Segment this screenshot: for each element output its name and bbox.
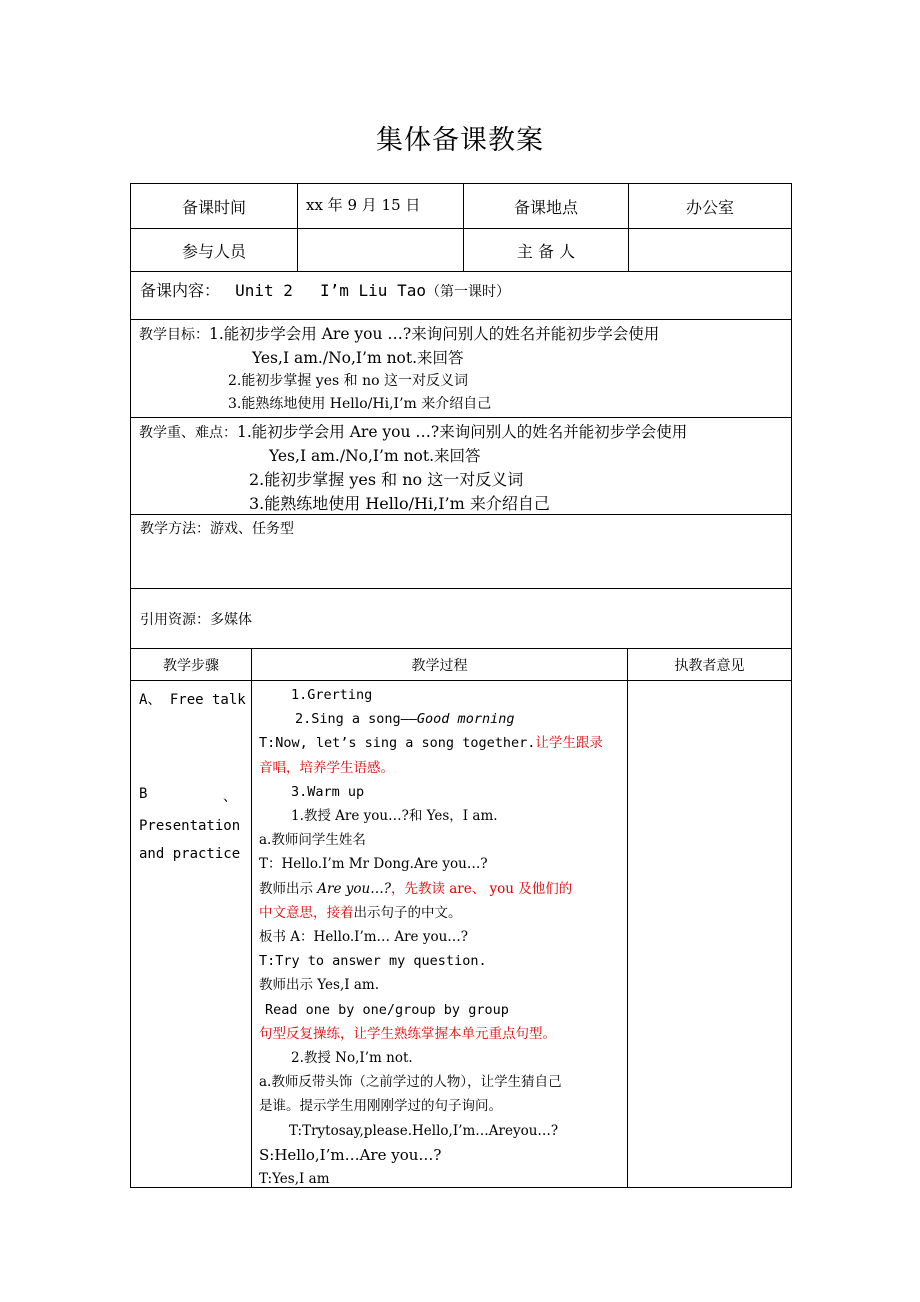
process-line-2 <box>259 707 620 731</box>
process-line-10 <box>259 901 620 925</box>
content-lesson: （第一课时） <box>425 284 510 300</box>
process-line-9b: Are you…? <box>317 880 391 897</box>
lead-label: 主 备 人 <box>463 229 628 271</box>
step-b-mark: 、 <box>223 789 237 805</box>
process-line-14: Read one by one/group by group <box>265 1001 509 1018</box>
process-line-3b: 让学生跟录 <box>535 735 603 752</box>
objectives-cell <box>131 320 791 417</box>
col-process-header: 教学过程 <box>251 649 627 680</box>
participants-value <box>297 229 463 271</box>
row-resources <box>131 588 791 648</box>
key-points-label: 教学重、难点： <box>139 425 237 441</box>
process-cell <box>251 681 627 1187</box>
process-line-15: 句型反复操练，让学生熟练掌握本单元重点句型。 <box>259 1025 556 1042</box>
opinion-cell <box>627 681 791 1187</box>
key-points-cell <box>131 418 791 514</box>
resources-value: 多媒体 <box>210 612 252 628</box>
process-line-2a: 2.Sing a song—— <box>295 711 417 728</box>
row-time-place <box>131 184 791 228</box>
objective-1a: 1.能初步学会用 Are you …?来询问别人的姓名并能初步学会使用 <box>209 325 660 343</box>
process-line-5: 3.Warm up <box>291 783 365 800</box>
objective-3: 3.能熟练地使用 Hello/Hi,I’m 来介绍自己 <box>228 396 492 412</box>
row-method <box>131 514 791 588</box>
page-title: 集体备课教案 <box>376 125 544 156</box>
process-line-7: a.教师问学生姓名 <box>259 832 366 849</box>
process-line-16: 2.教授 No,I’m not. <box>291 1050 413 1067</box>
process-line-3 <box>259 731 620 755</box>
process-line-13: 教师出示 Yes,I am. <box>259 977 380 994</box>
song-title: Good morning <box>416 711 515 728</box>
process-line-9 <box>259 877 620 901</box>
row-objectives <box>131 319 791 417</box>
process-line-12: T:Try to answer my question. <box>259 953 487 970</box>
key-point-1b: Yes,I am./No,I’m not.来回答 <box>269 447 481 465</box>
step-b-name: Presentation <box>139 818 241 834</box>
objectives-label: 教学目标： <box>139 327 209 343</box>
col-steps-header: 教学步骤 <box>163 657 219 674</box>
process-line-4: 音唱，培养学生语感。 <box>259 759 394 776</box>
row-participants <box>131 228 791 271</box>
time-label: 备课时间 <box>181 197 246 217</box>
process-line-10a: 中文意思，接着 <box>259 904 354 921</box>
process-line-8: T：Hello.I’m Mr Dong.Are you…? <box>259 856 488 873</box>
process-line-3a: T:Now, let’s sing a song together. <box>259 735 536 752</box>
key-point-3: 3.能熟练地使用 Hello/Hi,I’m 来介绍自己 <box>249 494 550 513</box>
place-label: 备课地点 <box>463 184 628 228</box>
process-line-18: 是谁。提示学生用刚刚学过的句子询问。 <box>259 1098 502 1115</box>
objective-1b: Yes,I am./No,I’m not.来回答 <box>252 349 464 367</box>
lesson-plan-table <box>130 183 792 1188</box>
key-point-1a: 1.能初步学会用 Are you …?来询问别人的姓名并能初步学会使用 <box>237 423 688 441</box>
process-line-19: T:Trytosay,please.Hello,I’m…Areyou…? <box>289 1122 559 1139</box>
process-line-10b: 出示句子的中文。 <box>353 904 462 921</box>
process-line-21: T:Yes,I am <box>259 1171 330 1188</box>
content-cell <box>131 272 791 319</box>
method-cell <box>131 515 791 588</box>
time-value: xx 年 9 月 15 日 <box>297 184 463 228</box>
participants-label: 参与人员 <box>181 241 246 261</box>
row-column-headers <box>131 648 791 680</box>
process-line-11: 板书 A：Hello.I’m… Are you…? <box>259 929 469 946</box>
process-line-20: S:Hello,I’m…Are you…? <box>259 1145 442 1164</box>
step-b-sub: and practice <box>139 846 241 862</box>
resources-label: 引用资源： <box>140 612 210 628</box>
place-value: 办公室 <box>628 184 791 228</box>
process-line-17: a.教师反带头饰（之前学过的人物），让学生猜自己 <box>259 1074 562 1091</box>
objective-2: 2.能初步掌握 yes 和 no 这一对反义词 <box>228 373 468 389</box>
row-content <box>131 271 791 319</box>
process-line-6: 1.教授 Are you…?和 Yes，I am. <box>291 808 498 825</box>
steps-cell <box>131 681 251 1187</box>
content-unit: Unit 2 <box>235 281 293 300</box>
process-line-1: 1.Grerting <box>291 687 373 703</box>
row-process-body <box>131 680 791 1187</box>
resources-cell <box>131 589 791 648</box>
lead-value <box>628 229 791 271</box>
content-topic: I’m Liu Tao <box>320 281 426 300</box>
content-label: 备课内容： <box>140 281 221 300</box>
method-label: 教学方法： <box>140 521 210 537</box>
row-key-points <box>131 417 791 514</box>
key-point-2: 2.能初步掌握 yes 和 no 这一对反义词 <box>249 470 524 489</box>
col-opinion-header: 执教者意见 <box>627 649 791 680</box>
step-b-letter: B <box>139 786 148 802</box>
process-line-9a: 教师出示 <box>259 880 318 897</box>
method-value: 游戏、任务型 <box>210 521 294 537</box>
step-a: A、 Free talk <box>139 692 246 708</box>
process-line-9c: ，先教读 are、 you 及他们的 <box>390 880 573 897</box>
